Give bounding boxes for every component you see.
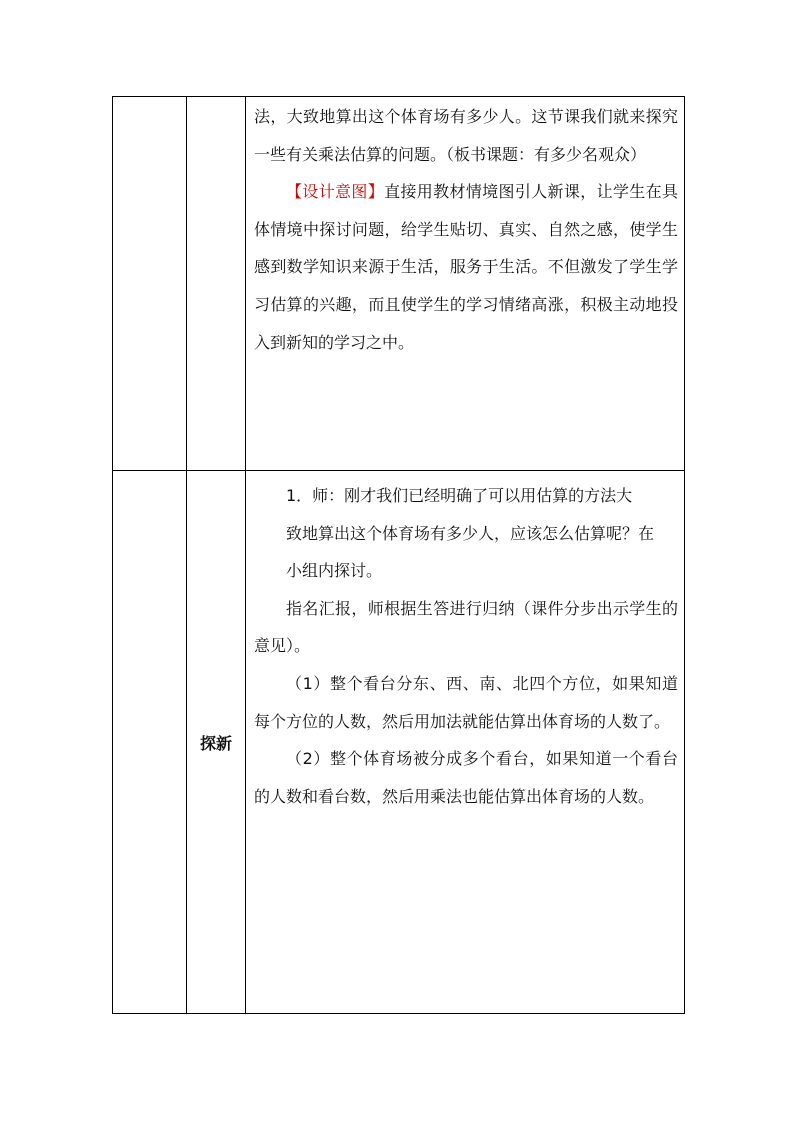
paragraph: （2）整个体育场被分成多个看台，如果知道一个看台的人数和看台数，然后用乘法也能估算出体育场的人数。 [254, 749, 678, 806]
paragraph: 小组内探讨。 [286, 561, 383, 581]
lesson-plan-table [112, 96, 685, 1014]
paragraph: 指名汇报，师根据生答进行归纳（课件分步出示学生的意见）。 [254, 598, 678, 656]
stage-cell [187, 97, 246, 471]
content-block [246, 471, 684, 815]
section-cell [113, 97, 187, 471]
stage-label: 探新 [187, 471, 246, 1014]
content-block [246, 97, 684, 361]
design-intent-text: 直接用教材情境图引人新课，让学生在具体情境中探讨问题，给学生贴切、真实、自然之感，使学生感到数学知识来源于生活，服务于生活。不但激发了学生学习估算的兴趣，而且使学生的学习情绪高涨，积极主动地投入到新知的学习之中。 [254, 182, 678, 352]
table-row [113, 97, 685, 471]
section-cell [113, 471, 187, 1014]
table-row [113, 471, 685, 1014]
paragraph: 致地算出这个体育场有多少人，应该怎么估算呢？在 [286, 523, 655, 543]
paragraph: （1）整个看台分东、西、南、北四个方位，如果知道每个方位的人数，然后用加法就能估算出体育场的人数了。 [254, 673, 678, 731]
content-cell [246, 471, 685, 1014]
paragraph: 1．师：刚才我们已经明确了可以用估算的方法大 [286, 486, 633, 505]
design-intent-paragraph [254, 173, 678, 361]
design-intent-tag: 【设计意图】 [286, 182, 385, 202]
paragraph: 法，大致地算出这个体育场有多少人。这节课我们就来探究一些有关乘法估算的问题。（板书课题：有多少名观众） [254, 107, 678, 164]
content-cell [246, 97, 685, 471]
